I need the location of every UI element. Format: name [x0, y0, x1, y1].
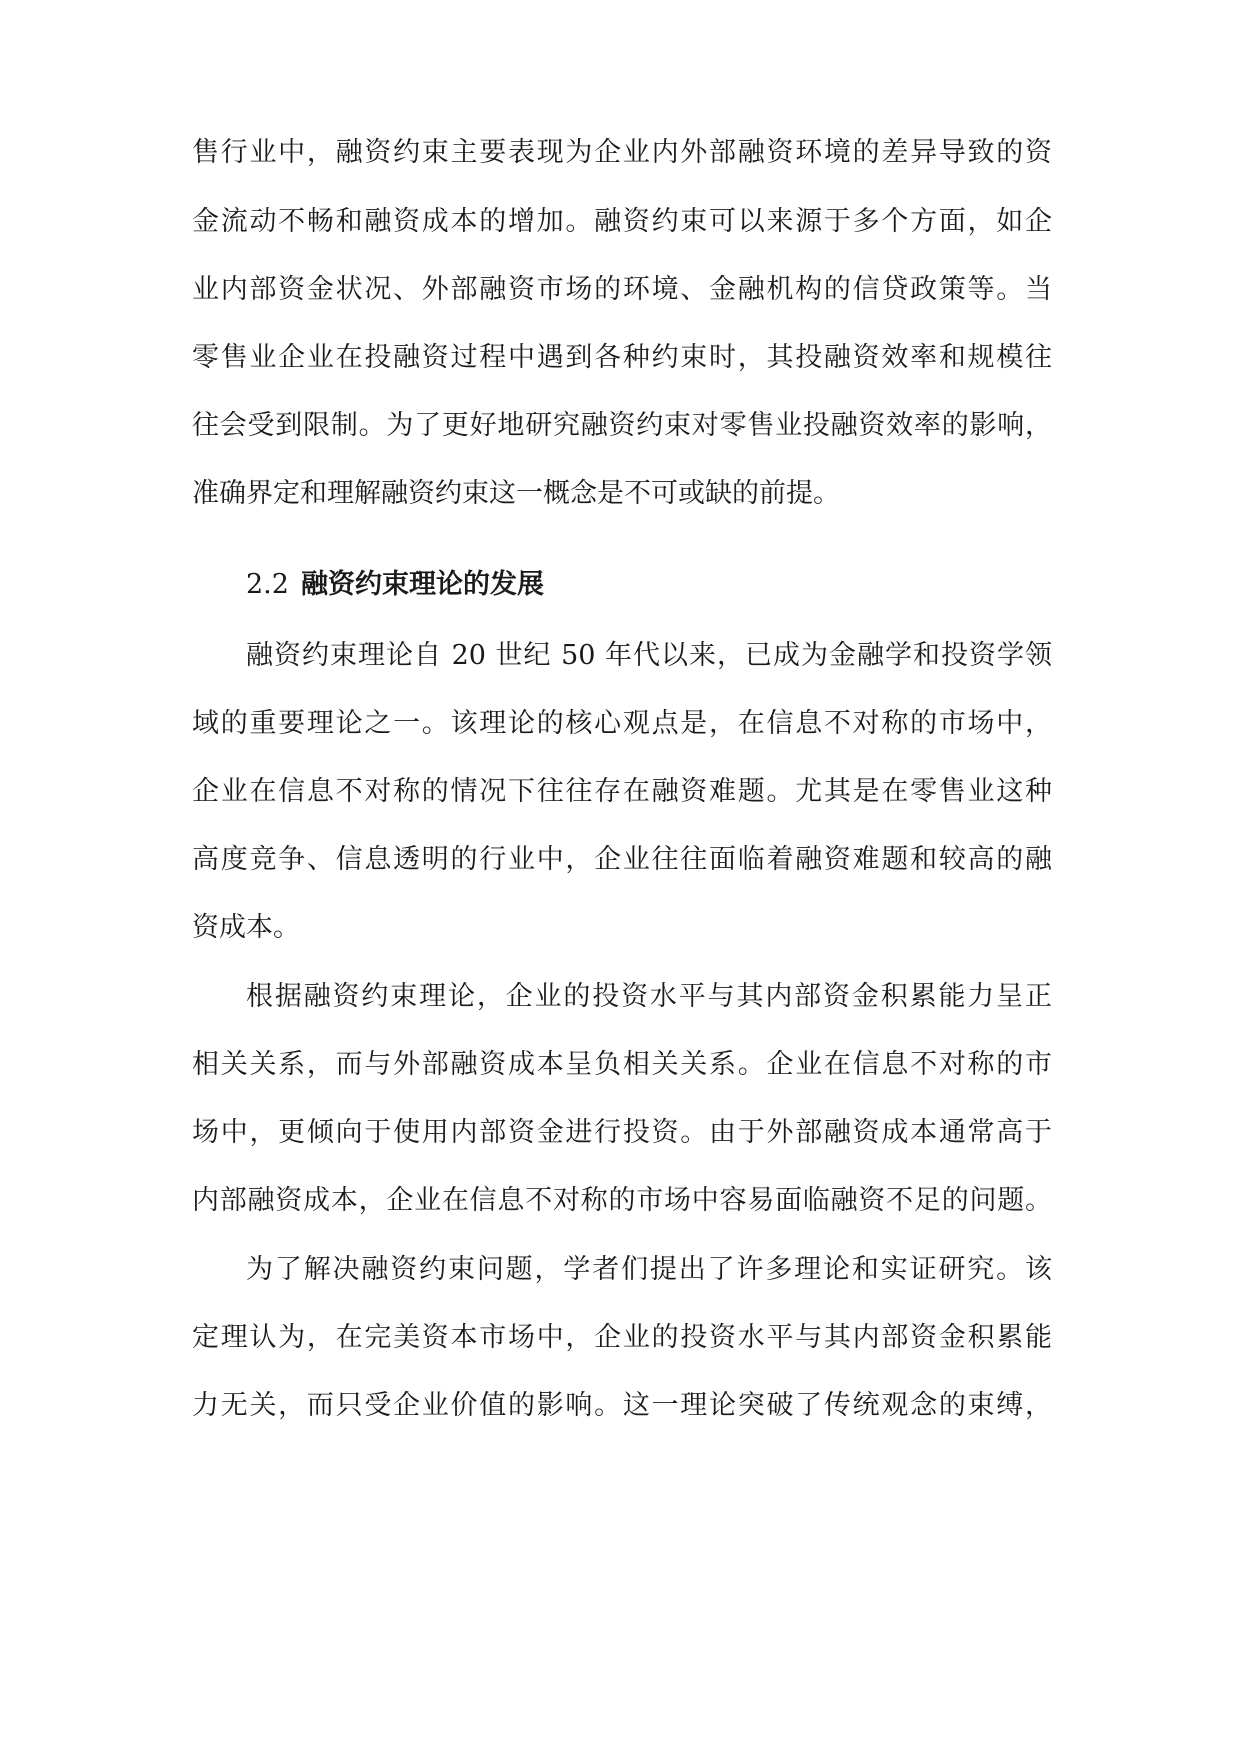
text-line: 力无关，而只受企业价值的影响。这一理论突破了传统观念的束缚，	[192, 1390, 1052, 1421]
section-title: 融资约束理论的发展	[300, 569, 544, 600]
text-line: 为了解决融资约束问题，学者们提出了许多理论和实证研究。该	[246, 1254, 1052, 1285]
text-line: 售行业中，融资约束主要表现为企业内外部融资环境的差异导致的资	[192, 137, 1052, 168]
text-line: 高度竞争、信息透明的行业中，企业往往面临着融资难题和较高的融	[192, 844, 1052, 875]
text-line: 业内部资金状况、外部融资市场的环境、金融机构的信贷政策等。当	[192, 274, 1052, 305]
text-line: 相关关系，而与外部融资成本呈负相关关系。企业在信息不对称的市	[192, 1049, 1052, 1080]
text-line: 资成本。	[192, 912, 300, 943]
text-line: 定理认为，在完美资本市场中，企业的投资水平与其内部资金积累能	[192, 1322, 1052, 1353]
section-number: 2.2	[246, 569, 289, 600]
text-line: 准确界定和理解融资约束这一概念是不可或缺的前提。	[192, 478, 840, 509]
text-line: 域的重要理论之一。该理论的核心观点是，在信息不对称的市场中，	[192, 708, 1052, 739]
text-line: 根据融资约束理论，企业的投资水平与其内部资金积累能力呈正	[246, 981, 1052, 1012]
text-line: 场中，更倾向于使用内部资金进行投资。由于外部融资成本通常高于	[192, 1117, 1052, 1148]
text-line: 金流动不畅和融资成本的增加。融资约束可以来源于多个方面，如企	[192, 206, 1052, 237]
text-line: 零售业企业在投融资过程中遇到各种约束时，其投融资效率和规模往	[192, 342, 1052, 373]
text-line: 企业在信息不对称的情况下往往存在融资难题。尤其是在零售业这种	[192, 776, 1052, 807]
section-heading	[246, 565, 544, 605]
text-line: 融资约束理论自 20 世纪 50 年代以来，已成为金融学和投资学领	[246, 640, 1052, 671]
text-line: 往会受到限制。为了更好地研究融资约束对零售业投融资效率的影响，	[192, 410, 1052, 441]
text-line: 内部融资成本，企业在信息不对称的市场中容易面临融资不足的问题。	[192, 1185, 1052, 1216]
